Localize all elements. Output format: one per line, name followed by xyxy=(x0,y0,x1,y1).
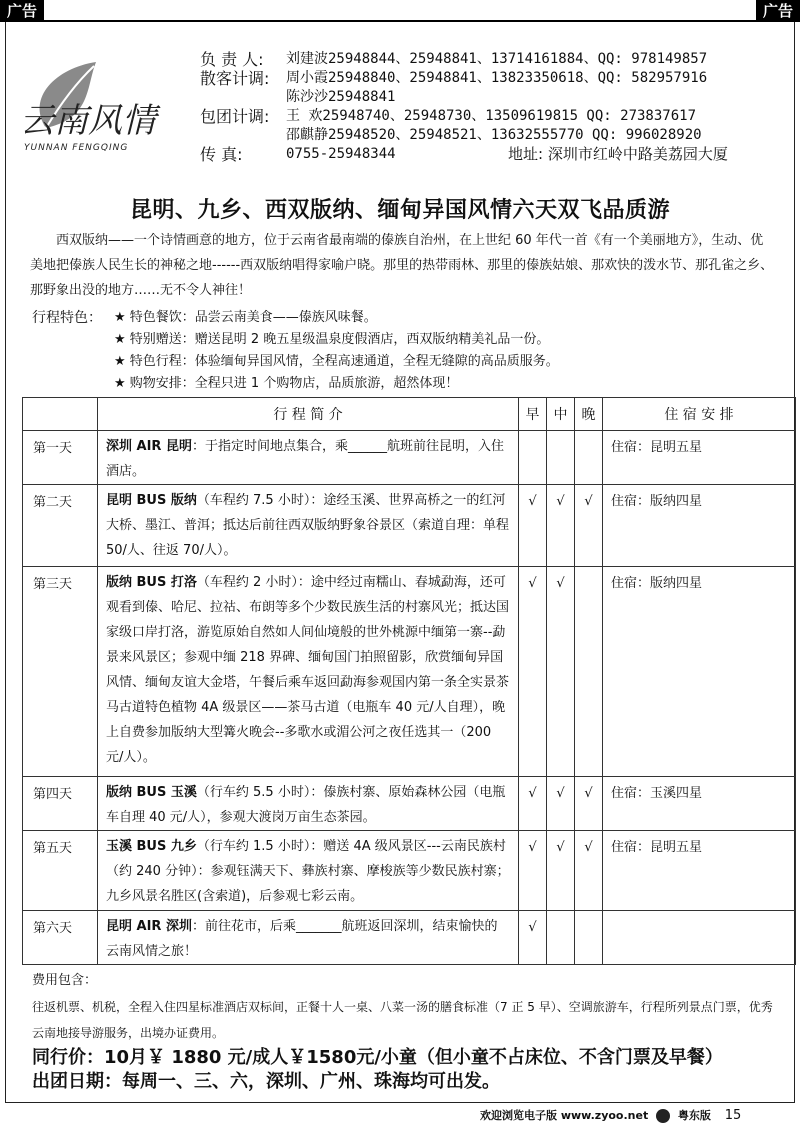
contact-value: 王 欢25948740、25948730、13509619815 QQ: 273837617 xyxy=(286,108,697,124)
dinner-cell: √ xyxy=(575,831,603,911)
accommodation-cell xyxy=(603,911,796,965)
route-label: 版纳 BUS 玉溪 xyxy=(106,785,197,800)
table-row xyxy=(23,777,796,831)
footer-edition: 粤东版 xyxy=(677,1109,711,1122)
itinerary-cell xyxy=(98,911,519,965)
route-label: 昆明 BUS 版纳 xyxy=(106,493,197,508)
route-label: 版纳 BUS 打洛 xyxy=(106,575,197,590)
ad-tag-left: 广告 xyxy=(0,0,44,22)
dinner-cell xyxy=(575,567,603,777)
contact-label: 负 责 人: xyxy=(200,50,264,69)
header-accommodation: 住 宿 安 排 xyxy=(603,398,796,431)
feature-row xyxy=(32,329,772,351)
feature-row xyxy=(32,307,772,329)
breakfast-cell: √ xyxy=(519,831,547,911)
contact-label: 包团计调: xyxy=(200,107,270,126)
address: 地址: 深圳市红岭中路美荔园大厦 xyxy=(508,145,728,163)
header-day xyxy=(23,398,98,431)
table-row xyxy=(23,911,796,965)
route-detail: ：于指定时间地点集合，乘______航班前往昆明，入住酒店。 xyxy=(106,439,504,479)
contact-value: 周小霞25948840、25948841、13823350618、QQ: 582957916 xyxy=(286,70,708,86)
accommodation-cell: 住宿：版纳四星 xyxy=(603,485,796,567)
route-label: 昆明 AIR 深圳 xyxy=(106,919,192,934)
contact-value: 陈沙沙25948841 xyxy=(286,89,396,105)
logo-text: 云南风情 xyxy=(20,101,156,141)
breakfast-cell xyxy=(519,431,547,485)
table-row xyxy=(23,485,796,567)
fees-section xyxy=(32,968,782,1046)
page-title: 昆明、九乡、西双版纳、缅甸异国风情六天双飞品质游 xyxy=(129,198,670,223)
lunch-cell xyxy=(547,431,575,485)
contact-block xyxy=(200,50,790,164)
lunch-cell: √ xyxy=(547,567,575,777)
accommodation-cell: 住宿：玉溪四星 xyxy=(603,777,796,831)
contact-row-manager xyxy=(200,50,790,69)
contact-label: 散客计调: xyxy=(200,69,270,88)
price-section xyxy=(32,1046,792,1094)
edition-badge-icon xyxy=(656,1109,670,1123)
contact-row-fax xyxy=(200,145,790,164)
lunch-cell: √ xyxy=(547,485,575,567)
breakfast-cell: √ xyxy=(519,485,547,567)
route-label: 玉溪 BUS 九乡 xyxy=(106,839,197,854)
header-dinner: 晚 xyxy=(575,398,603,431)
route-detail: ：前往花市，后乘_______航班返回深圳，结束愉快的云南风情之旅！ xyxy=(106,919,498,959)
feature-row xyxy=(32,351,772,373)
lunch-cell: √ xyxy=(547,777,575,831)
logo-pinyin: YUNNAN FENGQING xyxy=(24,143,129,153)
features-label: 行程特色： xyxy=(32,310,102,326)
ad-tag-right: 广告 xyxy=(756,0,800,22)
page-number: 15 xyxy=(724,1108,742,1123)
lunch-cell xyxy=(547,911,575,965)
itinerary-table xyxy=(22,397,796,965)
leaf-logo-icon xyxy=(16,58,188,160)
itinerary-cell xyxy=(98,777,519,831)
features-list xyxy=(32,307,772,395)
price-line: 同行价：10月￥ 1880 元/成人￥1580元/小童（但小童不占床位、不含门票及早餐） xyxy=(32,1047,723,1068)
itinerary-cell xyxy=(98,431,519,485)
breakfast-cell: √ xyxy=(519,911,547,965)
contact-row-group-2 xyxy=(200,126,790,145)
feature-item: ★ 购物安排：全程只进 1 个购物店，品质旅游，超然体现！ xyxy=(114,376,459,391)
company-logo xyxy=(16,58,188,160)
intro-paragraph: 西双版纳——一个诗情画意的地方，位于云南省最南端的傣族自治州，在上世纪 60 年代一首《有一个美丽地方》，生动、优美地把傣族人民生长的神秘之地------西双版纳唱得家喻户晓。那里的热带雨林、那里的傣族姑娘、那欢快的泼水节、那孔雀之乡、那野象出没的地方……无不令人神往！ xyxy=(30,233,774,298)
route-detail: （车程约 2 小时）：途中经过南糯山、春城勐海，还可观看到傣、哈尼、拉祜、布朗等多个少数民族生活的村寨风光；抵达国家级口岸打洛，游览原始自然如人间仙境般的世外桃源中缅第一寨--勐景来风景区；参观中缅 218 界碑、缅甸国门拍照留影，欣赏缅甸异国风情、缅甸友谊大金塔，午餐后乘车返回勐海参观国内第一条全实景茶马古道特色植物 4A 级景区——茶马古道（电瓶车 40 元/人自理），晚上自费参加版纳大型篝火晚会--多歌水或湄公河之夜任选其一（200 元/人）。 xyxy=(106,575,510,765)
breakfast-cell: √ xyxy=(519,777,547,831)
feature-item: ★ 特色餐饮：品尝云南美食——傣族风味餐。 xyxy=(114,310,377,325)
dinner-cell xyxy=(575,911,603,965)
day-cell: 第四天 xyxy=(23,777,98,831)
accommodation-cell: 住宿：昆明五星 xyxy=(603,431,796,485)
accommodation-cell: 住宿：昆明五星 xyxy=(603,831,796,911)
contact-row-group xyxy=(200,107,790,126)
contact-value: 0755-25948344 xyxy=(286,146,396,162)
day-cell: 第一天 xyxy=(23,431,98,485)
route-label: 深圳 AIR 昆明 xyxy=(106,439,192,454)
table-row xyxy=(23,431,796,485)
footer-website: 欢迎浏览电子版 www.zyoo.net xyxy=(480,1109,649,1122)
fees-label: 费用包含： xyxy=(32,973,98,988)
header-itinerary: 行 程 简 介 xyxy=(98,398,519,431)
itinerary-cell xyxy=(98,567,519,777)
dinner-cell xyxy=(575,431,603,485)
page-footer xyxy=(480,1107,790,1123)
breakfast-cell: √ xyxy=(519,567,547,777)
route-detail: （车程约 7.5 小时）：途经玉溪、世界高桥之一的红河大桥、墨江、普洱；抵达后前往西双版纳野象谷景区（索道自理：单程 50/人、往返 70/人）。 xyxy=(106,493,510,558)
contact-value: 邵麒静25948520、25948521、13632555770 QQ: 996028920 xyxy=(286,127,702,143)
feature-row xyxy=(32,373,772,395)
feature-item: ★ 特别赠送：赠送昆明 2 晚五星级温泉度假酒店，西双版纳精美礼品一份。 xyxy=(114,332,550,347)
accommodation-cell: 住宿：版纳四星 xyxy=(603,567,796,777)
contact-label: 传 真: xyxy=(200,145,243,164)
contact-row-individual xyxy=(200,69,790,88)
day-cell: 第三天 xyxy=(23,567,98,777)
departure-dates: 出团日期：每周一、三、六，深圳、广州、珠海均可出发。 xyxy=(32,1071,500,1092)
day-cell: 第二天 xyxy=(23,485,98,567)
table-header-row xyxy=(23,398,796,431)
header-lunch: 中 xyxy=(547,398,575,431)
itinerary-cell xyxy=(98,831,519,911)
contact-value: 刘建波25948844、25948841、13714161884、QQ: 978149857 xyxy=(286,51,708,67)
feature-item: ★ 特色行程：体验缅甸异国风情，全程高速通道，全程无缝隙的高品质服务。 xyxy=(114,354,559,369)
lunch-cell: √ xyxy=(547,831,575,911)
dinner-cell: √ xyxy=(575,485,603,567)
itinerary-cell xyxy=(98,485,519,567)
contact-row-individual-2 xyxy=(200,88,790,107)
header-breakfast: 早 xyxy=(519,398,547,431)
route-detail: （行车约 1.5 小时）：赠送 4A 级风景区---云南民族村（约 240 分钟）：参观钰满天下、彝族村寨、摩梭族等少数民族村寨；九乡风景名胜区(含索道)，后参观七彩云南。 xyxy=(106,839,510,904)
dinner-cell: √ xyxy=(575,777,603,831)
table-row xyxy=(23,831,796,911)
table-row xyxy=(23,567,796,777)
day-cell: 第五天 xyxy=(23,831,98,911)
day-cell: 第六天 xyxy=(23,911,98,965)
fees-text: 往返机票、机税，全程入住四星标准酒店双标间，正餐十人一桌、八菜一汤的膳食标准（7 正 5 早）、空调旅游车，行程所列景点门票，优秀云南地接导游服务，出境办证费用。 xyxy=(32,1000,773,1040)
route-detail: （行车约 5.5 小时）：傣族村寨、原始森林公园（电瓶车自理 40 元/人），参观大渡岗万亩生态茶园。 xyxy=(106,785,506,825)
